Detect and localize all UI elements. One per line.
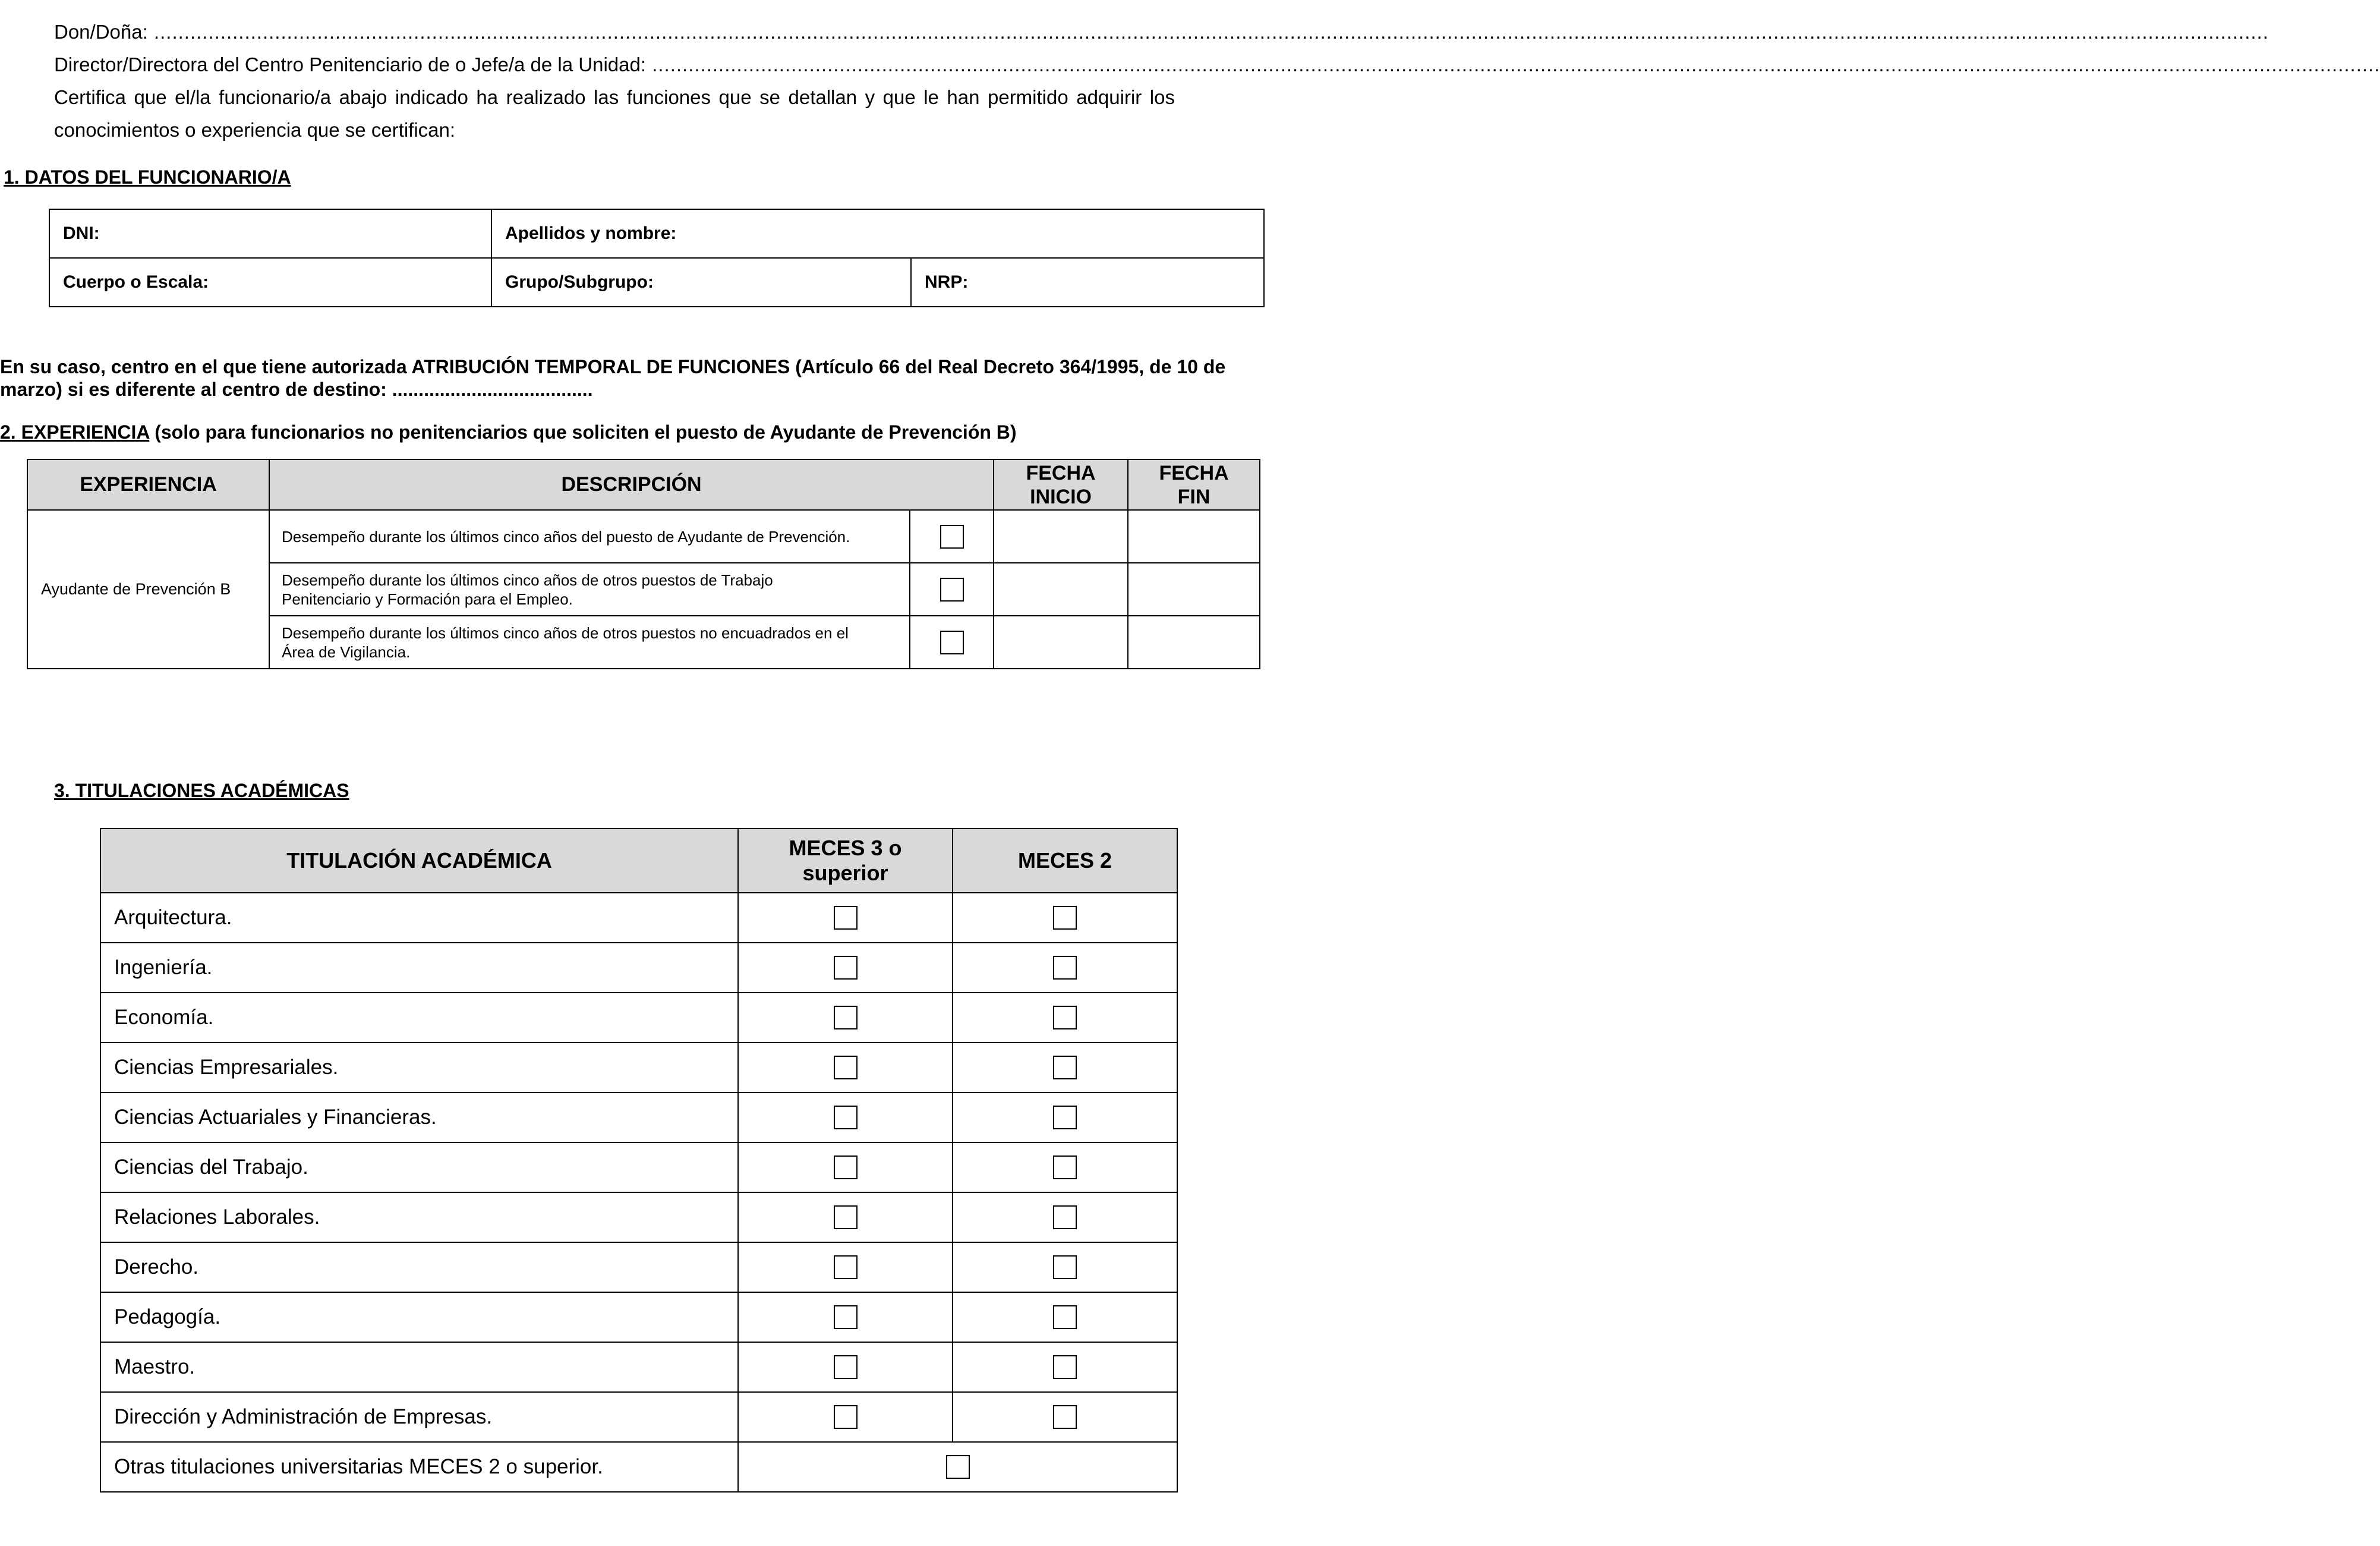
meces2-checkbox[interactable] xyxy=(1053,1405,1077,1429)
titulacion-label: Maestro. xyxy=(114,1355,196,1378)
experiencia-cell xyxy=(27,510,269,669)
titulacion-cell xyxy=(100,1043,738,1092)
titulaciones-body xyxy=(100,893,1177,1442)
meces3-checkbox[interactable] xyxy=(834,1355,858,1379)
meces2-cell xyxy=(953,893,1177,943)
director-line xyxy=(54,52,2380,77)
meces2-checkbox[interactable] xyxy=(1053,1305,1077,1329)
experiencia-checkbox[interactable] xyxy=(940,631,964,654)
experiencia-label: Ayudante de Prevención B xyxy=(41,580,231,598)
meces3-checkbox[interactable] xyxy=(834,1255,858,1279)
meces2-cell xyxy=(953,1043,1177,1092)
meces3-checkbox[interactable] xyxy=(834,1205,858,1229)
meces2-cell xyxy=(953,1092,1177,1142)
titulacion-label: Ciencias Actuariales y Financieras. xyxy=(114,1106,437,1129)
fecha-inicio-header-l1: FECHA xyxy=(1026,461,1096,484)
titulacion-cell xyxy=(100,943,738,993)
meces3-cell xyxy=(738,993,953,1043)
cuerpo-label: Cuerpo o Escala: xyxy=(63,272,209,292)
experiencia-desc xyxy=(269,616,910,669)
meces3-checkbox[interactable] xyxy=(834,1305,858,1329)
meces3-cell xyxy=(738,1342,953,1392)
titulacion-label: Pedagogía. xyxy=(114,1305,221,1328)
otras-check-cell xyxy=(738,1442,1177,1492)
fecha-inicio-cell[interactable] xyxy=(994,616,1128,669)
meces2-checkbox[interactable] xyxy=(1053,1355,1077,1379)
meces3-checkbox[interactable] xyxy=(834,906,858,930)
titulacion-header: TITULACIÓN ACADÉMICA xyxy=(100,829,738,893)
titulacion-cell xyxy=(100,1192,738,1242)
meces2-checkbox[interactable] xyxy=(1053,1106,1077,1129)
fecha-fin-cell[interactable] xyxy=(1128,616,1260,669)
desc-line-2: Área de Vigilancia. xyxy=(282,643,411,661)
fecha-fin-header xyxy=(1128,459,1260,510)
don-label: Don/Doña: xyxy=(54,21,148,43)
descripcion-header: DESCRIPCIÓN xyxy=(269,459,994,510)
experiencia-table xyxy=(27,459,1260,669)
titulacion-cell xyxy=(100,1392,738,1442)
experiencia-desc xyxy=(269,563,910,616)
certifica-line-2: conocimientos o experiencia que se certifican: xyxy=(54,119,456,141)
atribucion-line-1: En su caso, centro en el que tiene autorizada ATRIBUCIÓN TEMPORAL DE FUNCIONES (Artículo 66 del Real Decreto 364/1995, de 10 de xyxy=(0,356,1226,377)
section2-subtitle: (solo para funcionarios no penitenciarios que soliciten el puesto de Ayudante de Prevención B) xyxy=(149,421,1017,443)
desc-line-1: Desempeño durante los últimos cinco años del puesto de Ayudante de Prevención. xyxy=(282,527,850,546)
experiencia-desc xyxy=(269,510,910,563)
titulacion-label: Ciencias Empresariales. xyxy=(114,1056,339,1079)
fecha-inicio-cell[interactable] xyxy=(994,563,1128,616)
experiencia-check-cell xyxy=(910,616,994,669)
funcionario-table xyxy=(49,209,1265,307)
otras-checkbox[interactable] xyxy=(946,1455,970,1479)
section1-title: 1. DATOS DEL FUNCIONARIO/A xyxy=(4,166,291,188)
meces2-checkbox[interactable] xyxy=(1053,1006,1077,1029)
section2-heading xyxy=(0,420,1017,444)
desc-line-1: Desempeño durante los últimos cinco años de otros puestos de Trabajo xyxy=(282,571,773,589)
nrp-field[interactable] xyxy=(911,258,1264,307)
meces3-cell xyxy=(738,1392,953,1442)
meces3-cell xyxy=(738,1043,953,1092)
meces2-cell xyxy=(953,1192,1177,1242)
meces3-cell xyxy=(738,1192,953,1242)
titulacion-row xyxy=(100,1242,1177,1292)
fecha-fin-cell[interactable] xyxy=(1128,563,1260,616)
fecha-inicio-header xyxy=(994,459,1128,510)
don-line xyxy=(54,20,2269,45)
fecha-fin-header-l2: FIN xyxy=(1177,485,1211,508)
experiencia-checkbox[interactable] xyxy=(940,525,964,549)
titulacion-label: Dirección y Administración de Empresas. xyxy=(114,1405,493,1428)
section2-title: 2. EXPERIENCIA xyxy=(0,421,150,443)
meces3-cell xyxy=(738,943,953,993)
meces2-cell xyxy=(953,1392,1177,1442)
titulacion-row xyxy=(100,1342,1177,1392)
titulacion-label: Derecho. xyxy=(114,1255,199,1279)
dni-label: DNI: xyxy=(63,223,100,243)
cuerpo-field[interactable] xyxy=(49,258,491,307)
meces3-cell xyxy=(738,1292,953,1342)
titulaciones-table xyxy=(100,828,1178,1493)
meces2-cell xyxy=(953,1142,1177,1192)
meces3-header-l1: MECES 3 o xyxy=(789,836,902,860)
titulacion-label: Ciencias del Trabajo. xyxy=(114,1155,308,1179)
director-label: Director/Directora del Centro Penitenciario de o Jefe/a de la Unidad: xyxy=(54,53,647,75)
titulacion-label: Arquitectura. xyxy=(114,906,232,929)
meces2-cell xyxy=(953,1292,1177,1342)
section3-title: 3. TITULACIONES ACADÉMICAS xyxy=(54,780,349,801)
titulacion-label: Relaciones Laborales. xyxy=(114,1205,320,1229)
titulacion-row xyxy=(100,1043,1177,1092)
experiencia-checkbox[interactable] xyxy=(940,578,964,602)
nrp-label: NRP: xyxy=(925,272,969,292)
meces2-cell xyxy=(953,943,1177,993)
experiencia-check-cell xyxy=(910,563,994,616)
experiencia-header: EXPERIENCIA xyxy=(27,459,269,510)
titulacion-row xyxy=(100,1292,1177,1342)
meces3-checkbox[interactable] xyxy=(834,956,858,980)
meces2-checkbox[interactable] xyxy=(1053,906,1077,930)
atribucion-line-2: marzo) si es diferente al centro de destino: ...................................... xyxy=(0,379,593,400)
meces2-cell xyxy=(953,993,1177,1043)
titulacion-row xyxy=(100,993,1177,1043)
otras-label: Otras titulaciones universitarias MECES 2 o superior. xyxy=(114,1455,603,1478)
meces3-cell xyxy=(738,1092,953,1142)
meces3-cell xyxy=(738,1242,953,1292)
meces2-checkbox[interactable] xyxy=(1053,1155,1077,1179)
meces2-checkbox[interactable] xyxy=(1053,956,1077,980)
meces2-cell xyxy=(953,1242,1177,1292)
titulacion-row xyxy=(100,1092,1177,1142)
meces3-header-l2: superior xyxy=(802,861,888,885)
desc-line-1: Desempeño durante los últimos cinco años de otros puestos no encuadrados en el xyxy=(282,624,849,642)
dni-field[interactable] xyxy=(49,209,491,258)
titulacion-row xyxy=(100,1142,1177,1192)
titulacion-label: Economía. xyxy=(114,1006,214,1029)
meces3-checkbox[interactable] xyxy=(834,1106,858,1129)
meces2-checkbox[interactable] xyxy=(1053,1056,1077,1079)
titulacion-row xyxy=(100,1392,1177,1442)
titulacion-cell xyxy=(100,1092,738,1142)
titulacion-cell xyxy=(100,893,738,943)
grupo-label: Grupo/Subgrupo: xyxy=(505,272,654,292)
meces3-cell xyxy=(738,893,953,943)
apellidos-field[interactable] xyxy=(491,209,1264,258)
otras-cell xyxy=(100,1442,738,1492)
meces3-checkbox[interactable] xyxy=(834,1056,858,1079)
titulacion-cell xyxy=(100,1292,738,1342)
meces2-header: MECES 2 xyxy=(953,829,1177,893)
titulacion-cell xyxy=(100,1342,738,1392)
meces2-checkbox[interactable] xyxy=(1053,1205,1077,1229)
meces2-checkbox[interactable] xyxy=(1053,1255,1077,1279)
fecha-fin-cell[interactable] xyxy=(1128,510,1260,563)
experiencia-check-cell xyxy=(910,510,994,563)
titulacion-cell xyxy=(100,1242,738,1292)
meces2-cell xyxy=(953,1342,1177,1392)
meces3-checkbox[interactable] xyxy=(834,1006,858,1029)
fecha-inicio-header-l2: INICIO xyxy=(1030,485,1092,508)
desc-line-2: Penitenciario y Formación para el Empleo. xyxy=(282,590,573,608)
fecha-inicio-cell[interactable] xyxy=(994,510,1128,563)
meces3-checkbox[interactable] xyxy=(834,1405,858,1429)
don-fill[interactable]: .............................................................................................................................................................................................................................................................................................................................................................. xyxy=(147,21,2269,43)
titulacion-row xyxy=(100,1192,1177,1242)
titulacion-row xyxy=(100,943,1177,993)
titulacion-label: Ingeniería. xyxy=(114,956,213,979)
meces3-header xyxy=(738,829,953,893)
meces3-cell xyxy=(738,1142,953,1192)
titulacion-row xyxy=(100,893,1177,943)
director-fill[interactable]: .............................................................................................................................................................................................................................................................................................. xyxy=(646,53,2380,75)
meces3-checkbox[interactable] xyxy=(834,1155,858,1179)
titulacion-cell xyxy=(100,993,738,1043)
apellidos-label: Apellidos y nombre: xyxy=(505,223,677,243)
fecha-fin-header-l1: FECHA xyxy=(1159,461,1229,484)
certifica-line-1: Certifica que el/la funcionario/a abajo indicado ha realizado las funciones que se detallan y que le han permitido adquirir los xyxy=(54,86,1175,108)
grupo-field[interactable] xyxy=(491,258,911,307)
titulacion-cell xyxy=(100,1142,738,1192)
